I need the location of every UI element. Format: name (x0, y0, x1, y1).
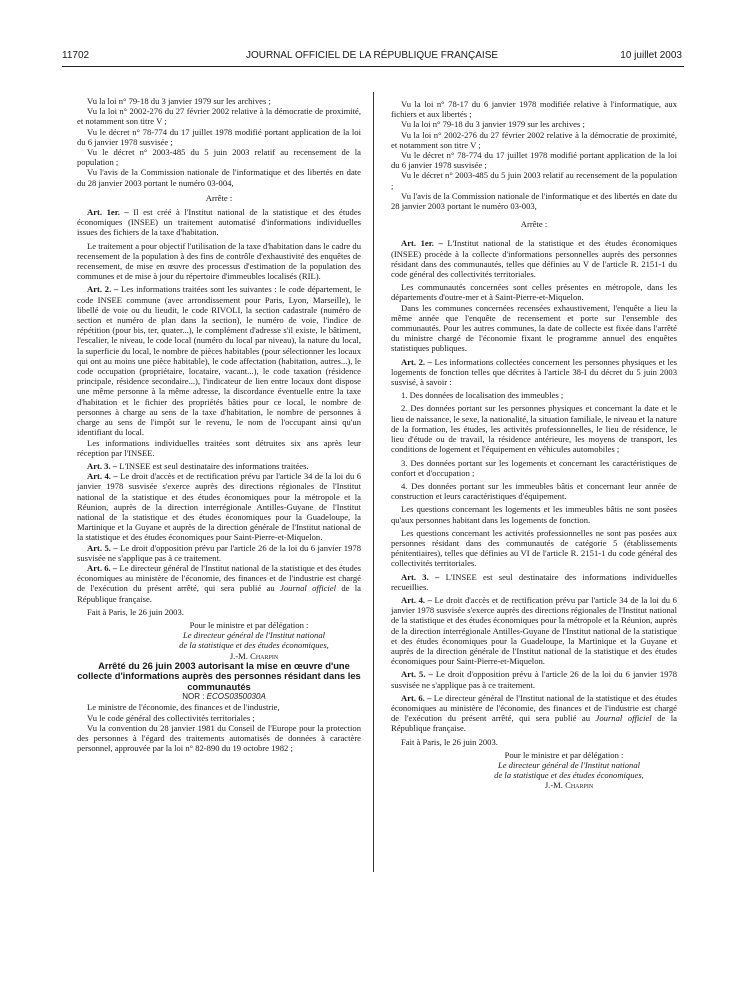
article-text: Le directeur général de l'Institut national de la statistique et des études économiques au ministère de l'économie, des finances et de l'industrie est chargé de l'exécution du présent arrêté, qui sera publié au (391, 692, 678, 724)
nor-reference (77, 692, 361, 702)
article-text: Les informations collectées concernent les personnes physiques et les logements de fonction telles que décrites à l'article 38-I du décret du 5 juin 2003 susvisé, à savoir : (391, 356, 677, 388)
page-number: 11702 (62, 50, 90, 61)
article-text: L'INSEE est seul destinataire des informations individuelles recueillies. (391, 571, 677, 592)
article-3 (391, 572, 677, 592)
vu-item: Vu le décret n° 2003-485 du 5 juin 2003 relatif au recensement de la population ; (391, 170, 677, 191)
article-1 (391, 238, 677, 279)
signature-intro: Pour le ministre et par délégation : (504, 749, 624, 760)
vu-item: Vu l'avis de la Commission nationale de l'informatique et des libertés en date du 28 janvier 2003 portant le numéro 03-003, (391, 190, 677, 212)
signature-intro: Pour le ministre et par délégation : (189, 619, 309, 630)
article-label: Art. 6. – (87, 562, 118, 573)
vu-item: Vu le décret n° 78-774 du 17 juillet 1978 modifié portant application de la loi du 6 janvier 1978 susvisée ; (391, 150, 677, 171)
article-label: Art. 1er. – (87, 207, 129, 218)
article-label: Art. 3. – (401, 571, 440, 582)
article-5 (77, 543, 361, 563)
article-text: L'INSEE est seul destinataire des informations traitées. (119, 460, 309, 471)
article-6 (77, 563, 361, 604)
vu-item: Vu la loi n° 2002-276 du 27 février 2002 relative à la démocratie de proximité, et notamment son titre V ; (391, 129, 677, 150)
vu-item: Vu la loi n° 79-18 du 3 janvier 1979 sur les archives ; (401, 119, 585, 130)
issue-date: 10 juillet 2003 (620, 50, 682, 61)
journal-name: Journal officiel (280, 583, 336, 594)
article-text: Le droit d'opposition prévu par l'article 26 de la loi du 6 janvier 1978 susvisée ne s'applique pas à ce traitement. (77, 542, 361, 563)
paragraph: Le ministre de l'économie, des finances et de l'industrie, (87, 702, 280, 713)
vu-item: Vu la loi n° 79-18 du 3 janvier 1979 sur les archives ; (87, 96, 271, 106)
article-text: de la République française. (391, 713, 677, 734)
article-label: Art. 2. – (401, 356, 432, 367)
article-text: Le droit d'opposition prévu à l'article 26 de la loi du 6 janvier 1978 susvisée ne s'applique pas à ce traitement. (391, 669, 678, 690)
column-divider (373, 92, 374, 872)
article-5 (391, 669, 677, 689)
list-item: 2. Des données portant sur les personnes physiques et concernant la date et le lieu de naissance, le sexe, la nationalité, la situation familiale, le niveau et la nature de la formation, les études, les activités professionnelles, le lieu de résidence, le lieu d'étude ou de travail, la résidence antérieure, les moyens de transport, les conditions de logement et l'équipement en véhicules automobiles ; (391, 403, 677, 455)
vu-item: Vu le décret n° 78-774 du 17 juillet 1978 modifié portant application de la loi du 6 janvier 1978 susvisée ; (77, 126, 361, 147)
signature-title: de la statistique et des études économiques, (494, 770, 644, 781)
signature-name: J.-M. Charpin (544, 780, 594, 791)
article-label: Art. 2. – (87, 284, 119, 295)
article-label: Art. 4. – (401, 594, 432, 605)
paragraph: Les questions concernant les logements et les immeubles bâtis ne sont posées qu'aux personnes habitant dans les logements de fonction. (391, 504, 677, 525)
list-item: 3. Des données portant sur les logements et concernant les caractéristiques de confort et d'occupation ; (391, 457, 677, 478)
page-header (62, 50, 682, 64)
list-item: 4. Des données portant sur les immeubles bâtis et concernant leur année de construction et leurs caractéristiques d'équipement. (391, 480, 677, 502)
article-3 (77, 461, 361, 471)
nor-label: NOR : (182, 692, 207, 702)
vu-item: Vu la convention du 28 janvier 1981 du Conseil de l'Europe pour la protection des personnes à l'égard des traitements automatisés de données à caractère personnel, approuvée par la loi n° 82-890 du 19 octobre 1982 ; (77, 722, 361, 754)
vu-item: Vu la loi n° 78-17 du 6 janvier 1978 modifiée relative à l'informatique, aux fichiers et aux libertés ; (391, 99, 677, 120)
signature-name: J.-M. Charpin (229, 650, 279, 661)
article-4 (391, 595, 677, 666)
article-label: Art. 4. – (87, 471, 118, 482)
nor-value: ECOS0350030A (206, 692, 266, 702)
arrete-heading: Arrête : (520, 219, 548, 230)
article-text: Le droit d'accès et de rectification prévu par l'article 34 de la loi du 6 janvier 1978 susvisée s'exerce auprès des directions régionales de l'Institut national de la statistique et des études économiques pour la métropole et la Réunion, auprès de la direction interrégionale Antilles-Guyane de l'Institut national de la statistique et des études économiques pour la Guadeloupe, la Martinique et la Guyane et auprès de la direction générale de l'Institut national de la statistique et des études économiques pour Saint-Pierre-et-Miquelon. (391, 594, 677, 667)
article-label: Art. 5. – (87, 542, 118, 553)
right-column (391, 99, 677, 791)
left-column (77, 96, 361, 753)
fait-line: Fait à Paris, le 26 juin 2003. (87, 606, 184, 617)
header-rule (62, 66, 684, 67)
list-item: 1. Des données de localisation des immeubles ; (401, 390, 564, 401)
paragraph: Les questions concernant les activités professionnelles ne sont pas posées aux personnes résidant dans des communautés de catégorie 5 (établissements pénitentiaires), telles que définies au VI de l'article R. 2151-1 du code général des collectivités territoriales. (391, 527, 677, 569)
article-text: Le directeur général de l'Institut national de la statistique et des études économiques au ministère de l'économie, des finances et de l'industrie est chargé de l'exécution du présent arrêté, qui sera publié au (77, 562, 362, 594)
article-2 (77, 284, 361, 437)
article-text: L'Institut national de la statistique et des études économiques (INSEE) procède à la collecte d'informations personnelles auprès des personnes résidant dans des communautés, telles que définies au V de l'article R. 2151-1 du code général des collectivités territoriales. (391, 238, 677, 280)
signature-title: Le directeur général de l'Institut national (182, 630, 326, 641)
fait-line: Fait à Paris, le 26 juin 2003. (401, 736, 498, 747)
signature-title: de la statistique et des études économiques, (179, 640, 329, 651)
vu-item: Vu le code général des collectivités territoriales ; (87, 712, 255, 723)
article-label: Art. 6. – (401, 692, 432, 703)
article-4 (77, 471, 361, 542)
paragraph: Dans les communes concernées recensées exhaustivement, l'enquête a lieu la même année que l'enquête de recensement et porte sur l'ensemble des communautés. Pour les autres communes, la date de collecte est fixée dans l'arrêté du ministre chargé de l'économie fixant le programme annuel des enquêtes statistiques publiques. (391, 302, 677, 354)
article-6 (391, 693, 677, 734)
article-label: Art. 5. – (401, 669, 433, 680)
article-text: Le droit d'accès et de rectification prévu par l'article 34 de la loi du 6 janvier 1978 susvisée s'exerce auprès des directions régionales de l'Institut national de la statistique et des études économiques pour la métropole et la Réunion, auprès de la direction interrégionale Antilles-Guyane de l'Institut national de la statistique et des études économiques pour la Guadeloupe, la Martinique et la Guyane et auprès de la direction générale de l'Institut national de la statistique et des études économiques pour Saint-Pierre-et-Miquelon. (77, 471, 361, 543)
article-2 (391, 357, 677, 388)
signature-title: Le directeur général de l'Institut national (497, 759, 641, 770)
decree-title: Arrêté du 26 juin 2003 autorisant la mise en œuvre d'une collecte d'informations auprès des personnes résidant dans les communautés (77, 659, 361, 692)
journal-name: Journal officiel (595, 713, 652, 724)
article-text: de la République française. (77, 583, 361, 604)
article-1 (77, 207, 361, 238)
article-text: Les informations traitées sont les suivantes : le code département, le code INSEE commune (avec arrondissement pour Paris, Lyon, Marseille), le libellé de voie ou du lieudit, le code RIVOLI, la section cadastrale (numéro de section et numéro de plan dans la section), le numéro de voie, l'indice de répétition (pour bis, ter, quater...), le complément d'adresse s'il existe, le bâtiment, l'escalier, le niveau, le code local (numéro du local par niveau), la nature du local, la superficie du local, le nombre de pièces habitables (pour sélectionner les locaux qui ont au moins une pièce habitable), le code affectation (habitation, autres...), le code occupation (propriétaire, locataire, vacant...), le code taxation (résidence principale, résidence secondaire...), l'indicateur de lien entre locaux dont dispose une même personne à la même adresse, la discordance éventuelle entre la taxe d'habitation et le fichier des propriétés bâties pour ce local, le nombre de personnes à charge au sens de la taxe d'habitation, le nombre de personnes à charge au sens de l'impôt sur le revenu, le nom de l'occupant ainsi qu'un identifiant du local. (77, 284, 361, 438)
journal-title: JOURNAL OFFICIEL DE LA RÉPUBLIQUE FRANÇAISE (245, 50, 499, 61)
article-label: Art. 3. – (87, 460, 118, 471)
paragraph: Le traitement a pour objectif l'utilisation de la taxe d'habitation dans le cadre du recensement de la population à des fins de contrôle d'exhaustivité des enquêtes de recensement, de mise en œuvre des processus d'estimation de la population des communes et de mise à jour du répertoire d'immeubles localisés (RIL). (77, 240, 361, 282)
paragraph: Les communautés concernées sont celles présentes en métropole, dans les départements d'outre-mer et à Saint-Pierre-et-Miquelon. (391, 282, 677, 303)
article-text: Il est créé à l'Institut national de la statistique et des études économiques (INSEE) un traitement automatisé d'informations individuelles issues des fichiers de la taxe d'habitation. (77, 207, 361, 238)
paragraph: Les informations individuelles traitées sont détruites six ans après leur réception par l'INSEE. (77, 437, 361, 458)
vu-item: Vu l'avis de la Commission nationale de l'informatique et des libertés en date du 28 janvier 2003 portant le numéro 03-004, (77, 167, 361, 188)
arrete-heading: Arrête : (205, 192, 233, 203)
article-label: Art. 1er. – (401, 238, 443, 249)
vu-item: Vu le décret n° 2003-485 du 5 juin 2003 relatif au recensement de la population ; (77, 147, 361, 168)
vu-item: Vu la loi n° 2002-276 du 27 février 2002 relative à la démocratie de proximité, et notamment son titre V ; (77, 106, 361, 127)
